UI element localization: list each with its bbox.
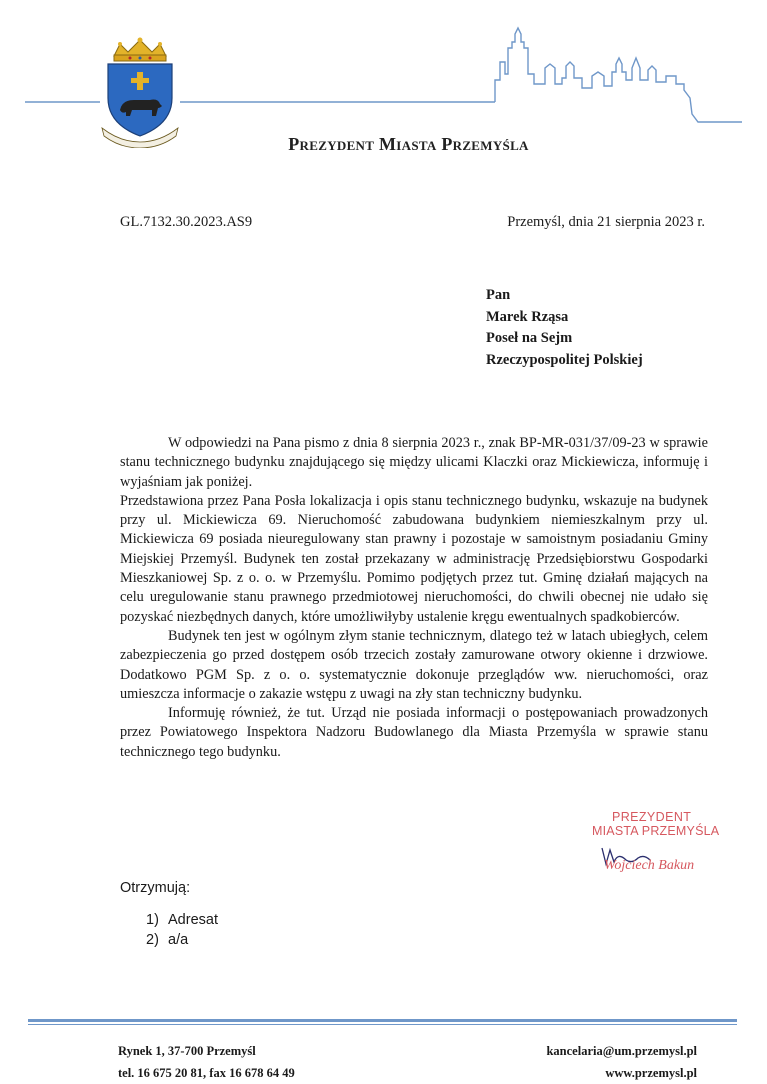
footer-email[interactable]: kancelaria@um.przemysl.pl [546,1044,697,1058]
list-text: Adresat [168,912,218,928]
recipients-label: Otrzymują: [120,880,191,896]
city-crest-logo [100,36,180,148]
footer-divider [28,1019,737,1022]
addressee-block [486,285,643,371]
official-stamp [588,808,738,888]
reference-number: GL.7132.30.2023.AS9 [120,214,253,230]
body-paragraph: Budynek ten jest w ogólnym złym stanie technicznym, dlatego też w latach ubiegłych, celem zabezpieczenia go przed dostępem osób trzecich zostały zamurowane otwory okienne i drzwiowe. Dodatkowo PGM Sp. z o. o. systematycznie dokonuje przeglądów ww. nieruchomości, oraz umieszcza informacje o zakazie wstępu z uwagi na zły stan techniczny budynku. [120,627,708,702]
footer-contact-right [546,1040,697,1084]
list-number: 2) [146,932,159,948]
footer-divider [28,1024,737,1025]
footer-website[interactable]: www.przemysl.pl [605,1066,697,1080]
recipients-list [146,910,218,950]
body-paragraph: Przedstawiona przez Pana Posła lokalizacja i opis stanu technicznego budynku, wskazuje na budynek przy ul. Mickiewicza 69. Nieruchomość zabudowana budynkiem niemieszkalnym przy ul. Mickiewicza 69 posiada nieuregulowany stan prawny i pozostaje w samoistnym posiadaniu Gminy Miejskiej Przemyśl. Budynek ten został przekazany w administrację Przedsiębiorstwu Gospodarki Mieszkaniowej Sp. z o. o. w Przemyślu. Pomimo podjętych przez tut. Gminę działań mających na celu uregulowanie stanu prawnego przedmiotowej nieruchomości, do chwili obecnej nie udało się pozyskać niezbędnych danych, które umożliwiłyby ustalenie kręgu ewentualnych spadkobierców. [120,492,708,625]
stamp-name: Wojciech Bakun [604,858,695,873]
list-item [146,930,218,950]
list-item [146,910,218,930]
body-paragraph: W odpowiedzi na Pana pismo z dnia 8 sierpnia 2023 r., znak BP-MR-031/37/09-23 w sprawie stanu technicznego budynku znajdującego się między ulicami Klaczki oraz Mickiewicza, informuję i wyjaśniam jak poniżej. [120,435,708,490]
footer-address: Rynek 1, 37-700 Przemyśl [118,1044,256,1058]
addressee-line: Rzeczypospolitej Polskiej [486,351,643,368]
addressee-line: Poseł na Sejm [486,330,573,346]
stamp-title: PREZYDENT [612,810,692,824]
footer-contact-left [118,1040,295,1084]
body-paragraph: Informuję również, że tut. Urząd nie posiada informacji o postępowaniach prowadzonych przez Powiatowego Inspektora Nadzoru Budowlanego dla Miasta Przemyśla w sprawie stanu technicznego tego budynku. [120,705,708,760]
letter-body [120,434,708,762]
addressee-line: Marek Rząsa [486,308,569,325]
list-number: 1) [146,912,159,928]
stamp-subtitle: MIASTA PRZEMYŚLA [592,824,720,838]
list-text: a/a [168,932,189,948]
letter-date: Przemyśl, dnia 21 sierpnia 2023 r. [507,214,705,230]
footer-phone: tel. 16 675 20 81, fax 16 678 64 49 [118,1066,295,1080]
addressee-line: Pan [486,287,511,303]
organization-title: Prezydent Miasta Przemyśla [288,134,529,154]
